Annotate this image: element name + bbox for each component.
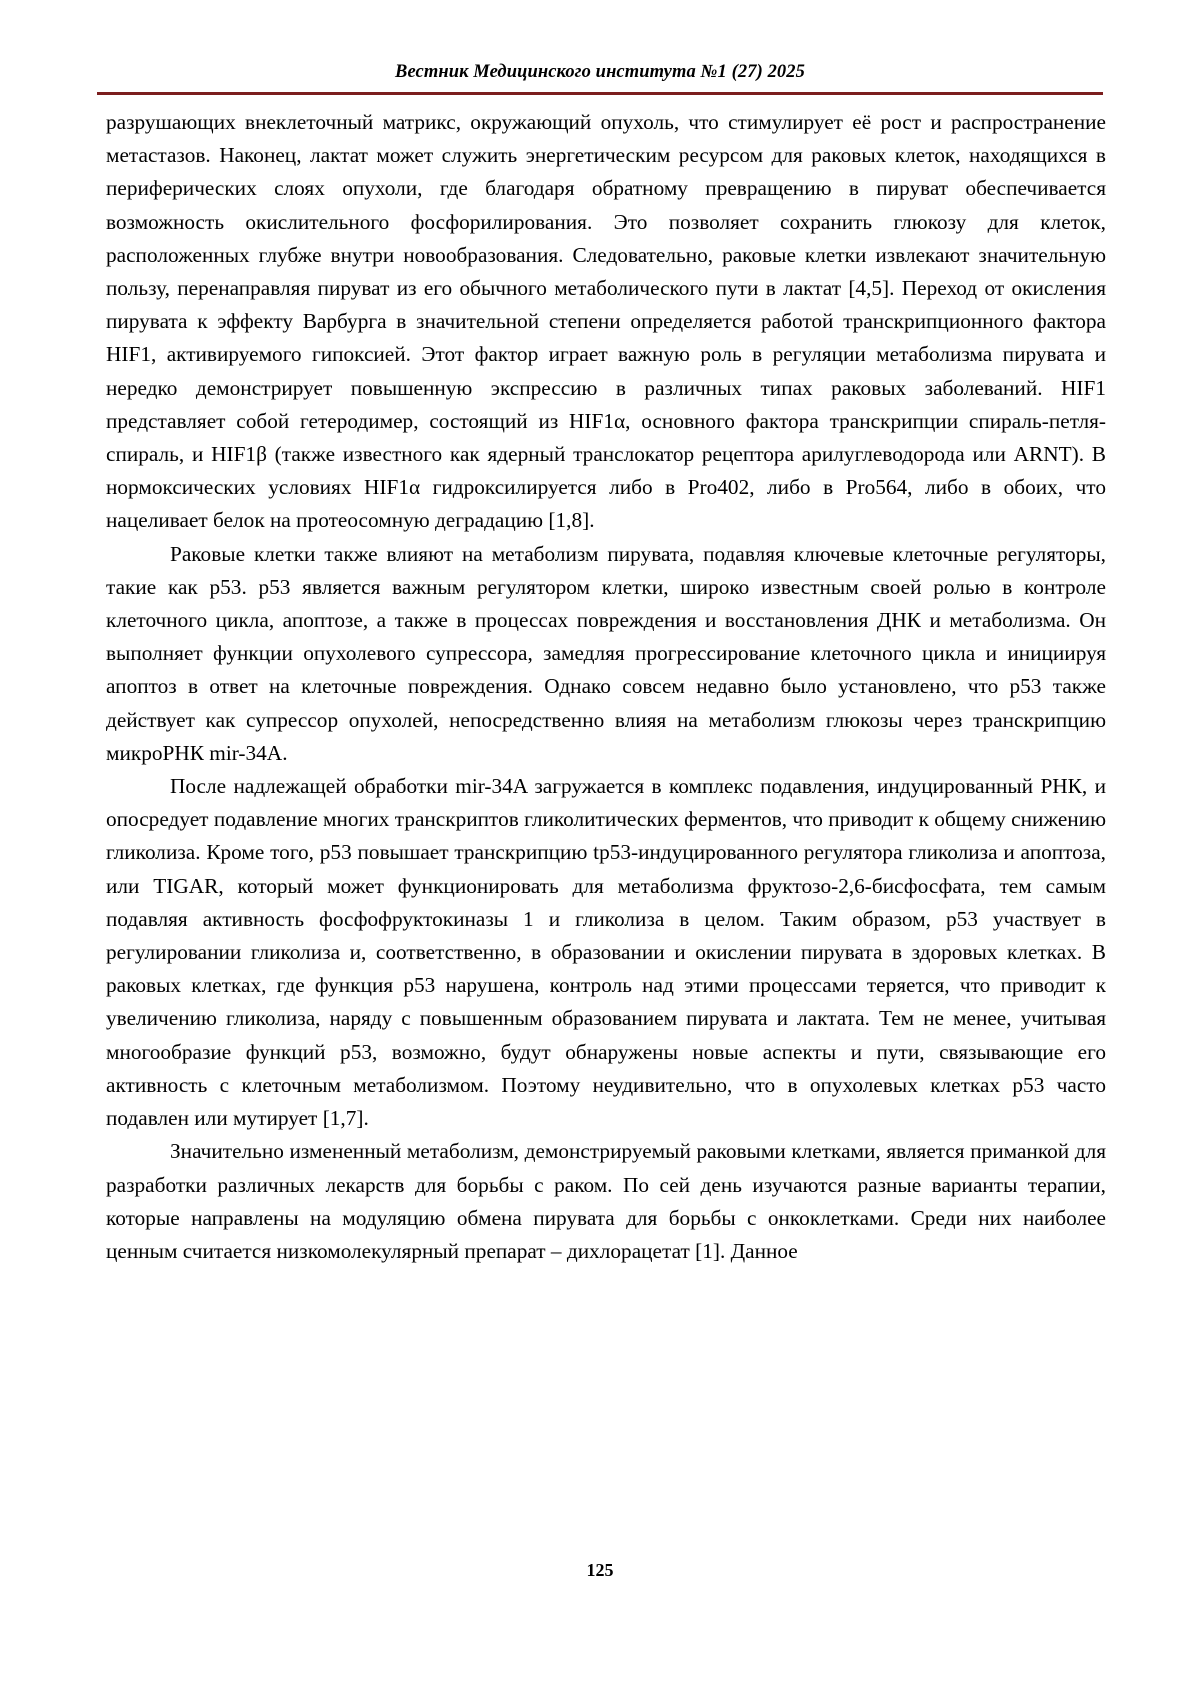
page-body (106, 106, 1106, 1268)
paragraph-4: Значительно измененный метаболизм, демонстрируемый раковыми клетками, является приманкой для разработки различных лекарств для борьбы с раком. По сей день изучаются разные варианты терапии, которые направлены на модуляцию обмена пирувата для борьбы с онкоклетками. Среди них наиболее ценным считается низкомолекулярный препарат – дихлорацетат [1]. Данное (106, 1139, 1106, 1263)
header-divider (97, 92, 1103, 95)
paragraph-1: разрушающих внеклеточный матрикс, окружающий опухоль, что стимулирует её рост и распространение метастазов. Наконец, лактат может служить энергетическим ресурсом для раковых клеток, находящихся в периферических слоях опухоли, где благодаря обратному превращению в пируват обеспечивается возможность окислительного фосфорилирования. Это позволяет сохранить глюкозу для клеток, расположенных глубже внутри новообразования. Следовательно, раковые клетки извлекают значительную пользу, перенаправляя пируват из его обычного метаболического пути в лактат [4,5]. Переход от окисления пирувата к эффекту Варбурга в значительной степени определяется работой транскрипционного фактора HIF1, активируемого гипоксией. Этот фактор играет важную роль в регуляции метаболизма пирувата и нередко демонстрирует повышенную экспрессию в различных типах раковых заболеваний. HIF1 представляет собой гетеродимер, состоящий из HIF1α, основного фактора транскрипции спираль-петля-спираль, и HIF1β (также известного как ядерный транслокатор рецептора арилуглеводорода или ARNT). В нормоксических условиях HIF1α гидроксилируется либо в Pro402, либо в Pro564, либо в обоих, что нацеливает белок на протеосомную деградацию [1,8]. (106, 110, 1106, 533)
paragraph-3: После надлежащей обработки mir-34A загружается в комплекс подавления, индуцированный РНК, и опосредует подавление многих транскриптов гликолитических ферментов, что приводит к общему снижению гликолиза. Кроме того, p53 повышает транскрипцию tp53-индуцированного регулятора гликолиза и апоптоза, или TIGAR, который может функционировать для метаболизма фруктозо-2,6-бисфосфата, тем самым подавляя активность фосфофруктокиназы 1 и гликолиза в целом. Таким образом, p53 участвует в регулировании гликолиза и, соответственно, в образовании и окислении пирувата в здоровых клетках. В раковых клетках, где функция p53 нарушена, контроль над этими процессами теряется, что приводит к увеличению гликолиза, наряду с повышенным образованием пирувата и лактата. Тем не менее, учитывая многообразие функций p53, возможно, будут обнаружены новые аспекты и пути, связывающие его активность с клеточным метаболизмом. Поэтому неудивительно, что в опухолевых клетках p53 часто подавлен или мутирует [1,7]. (106, 774, 1106, 1131)
running-header: Вестник Медицинского института №1 (27) 2025 (395, 62, 805, 82)
paragraph-2: Раковые клетки также влияют на метаболизм пирувата, подавляя ключевые клеточные регуляторы, такие как p53. p53 является важным регулятором клетки, широко известным своей ролью в контроле клеточного цикла, апоптозе, а также в процессах повреждения и восстановления ДНК и метаболизма. Он выполняет функции опухолевого супрессора, замедляя прогрессирование клеточного цикла и инициируя апоптоз в ответ на клеточные повреждения. Однако совсем недавно было установлено, что p53 также действует как супрессор опухолей, непосредственно влияя на метаболизм глюкозы через транскрипцию микроРНК mir-34A. (106, 541, 1106, 765)
page-number: 125 (586, 1560, 614, 1580)
